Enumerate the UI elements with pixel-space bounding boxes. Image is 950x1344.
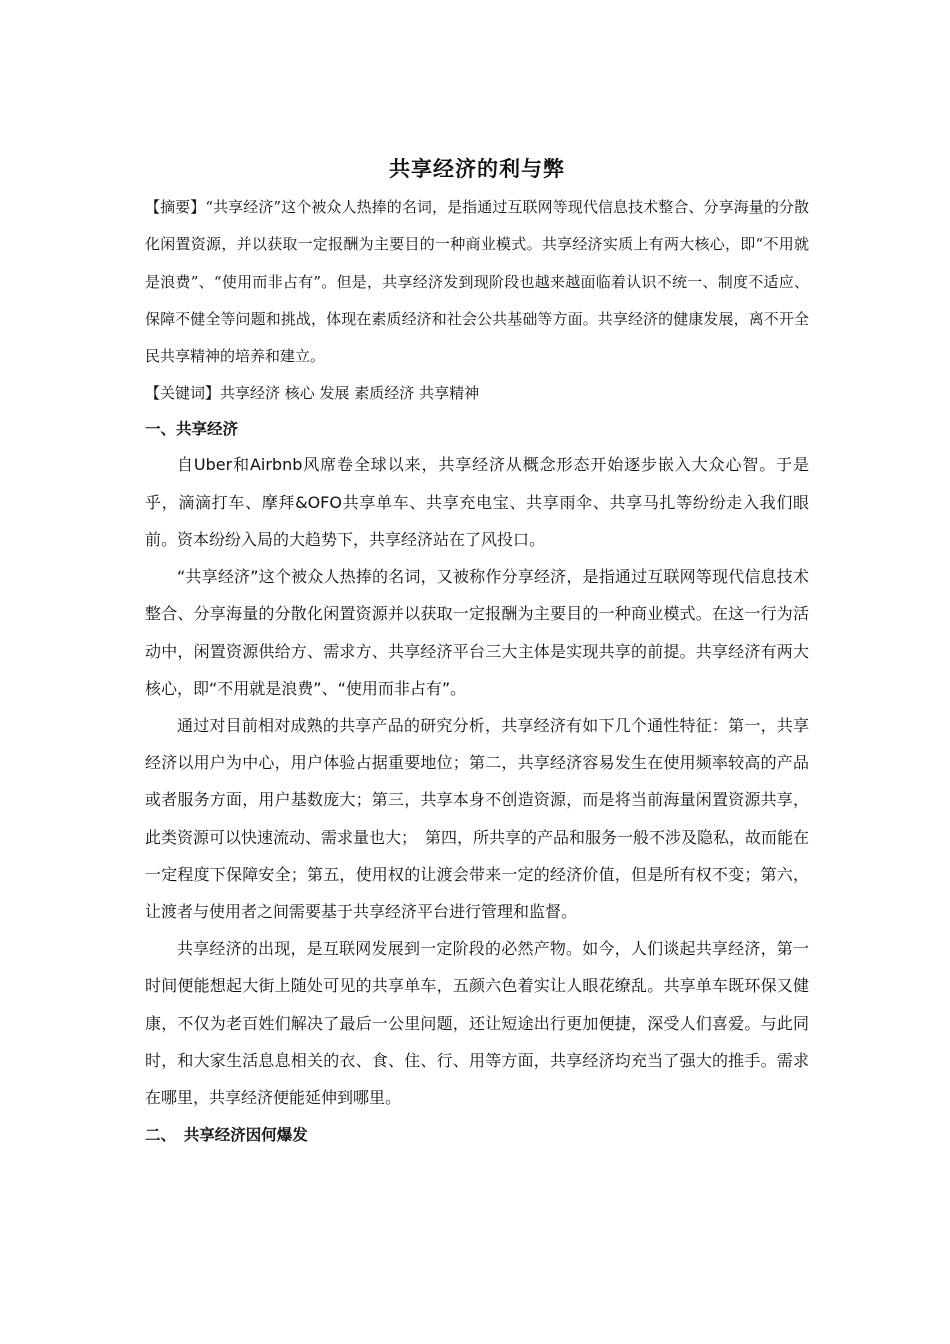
body-paragraph-1: 自Uber和Airbnb风席卷全球以来，共享经济从概念形态开始逐步嵌入大众心智。于是乎，滴滴打车、摩拜&OFO共享单车、共享充电宝、共享雨伞、共享马扎等纷纷走入我们眼前。资本纷纷入局的大趋势下，共享经济站在了风投口。 bbox=[145, 455, 809, 549]
body-paragraph-3: 通过对目前相对成熟的共享产品的研究分析，共享经济有如下几个通性特征：第一，共享经济以用户为中心，用户体验占据重要地位；第二，共享经济容易发生在使用频率较高的产品或者服务方面，用户基数庞大；第三，共享本身不创造资源，而是将当前海量闲置资源共享，此类资源可以快速流动、需求量也大； 第四，所共享的产品和服务一般不涉及隐私，故而能在一定程度下保障安全；第五，使用权的让渡会带来一定的经济价值，但是所有权不变；第六，让渡者与使用者之间需要基于共享经济平台进行管理和监督。 bbox=[145, 715, 810, 921]
document-title: 共享经济的利与弊 bbox=[389, 157, 565, 181]
keywords-line: 【关键词】共享经济 核心 发展 素质经济 共享精神 bbox=[145, 384, 480, 403]
section-heading-2: 二、 共享经济因何爆发 bbox=[145, 1126, 308, 1145]
body-paragraph-2: “共享经济”这个被众人热捧的名词，又被称作分享经济，是指通过互联网等现代信息技术整合、分享海量的分散化闲置资源并以获取一定报酬为主要目的一种商业模式。在这一行为活动中，闲置资源供给方、需求方、共享经济平台三大主体是实现共享的前提。共享经济有两大核心，即“不用就是浪费”、“使用而非占有”。 bbox=[145, 567, 809, 698]
document-body bbox=[145, 152, 809, 1152]
section-heading-1: 一、共享经济 bbox=[145, 420, 239, 439]
abstract-paragraph: 【摘要】“共享经济”这个被众人热捧的名词，是指通过互联网等现代信息技术整合、分享海量的分散化闲置资源，并以获取一定报酬为主要目的一种商业模式。共享经济实质上有两大核心，即“不用就是浪费”、“使用而非占有”。但是，共享经济发到现阶段也越来越面临着认识不统一、制度不适应、保障不健全等问题和挑战，体现在素质经济和社会公共基础等方面。共享经济的健康发展，离不开全民共享精神的培养和建立。 bbox=[145, 198, 809, 366]
body-paragraph-4: 共享经济的出现，是互联网发展到一定阶段的必然产物。如今，人们谈起共享经济，第一时间便能想起大街上随处可见的共享单车，五颜六色着实让人眼花缭乱。共享单车既环保又健康，不仅为老百姓们解决了最后一公里问题，还让短途出行更加便捷，深受人们喜爱。与此同时，和大家生活息息相关的衣、食、住、行、用等方面，共享经济均充当了强大的推手。需求在哪里，共享经济便能延伸到哪里。 bbox=[145, 939, 809, 1107]
